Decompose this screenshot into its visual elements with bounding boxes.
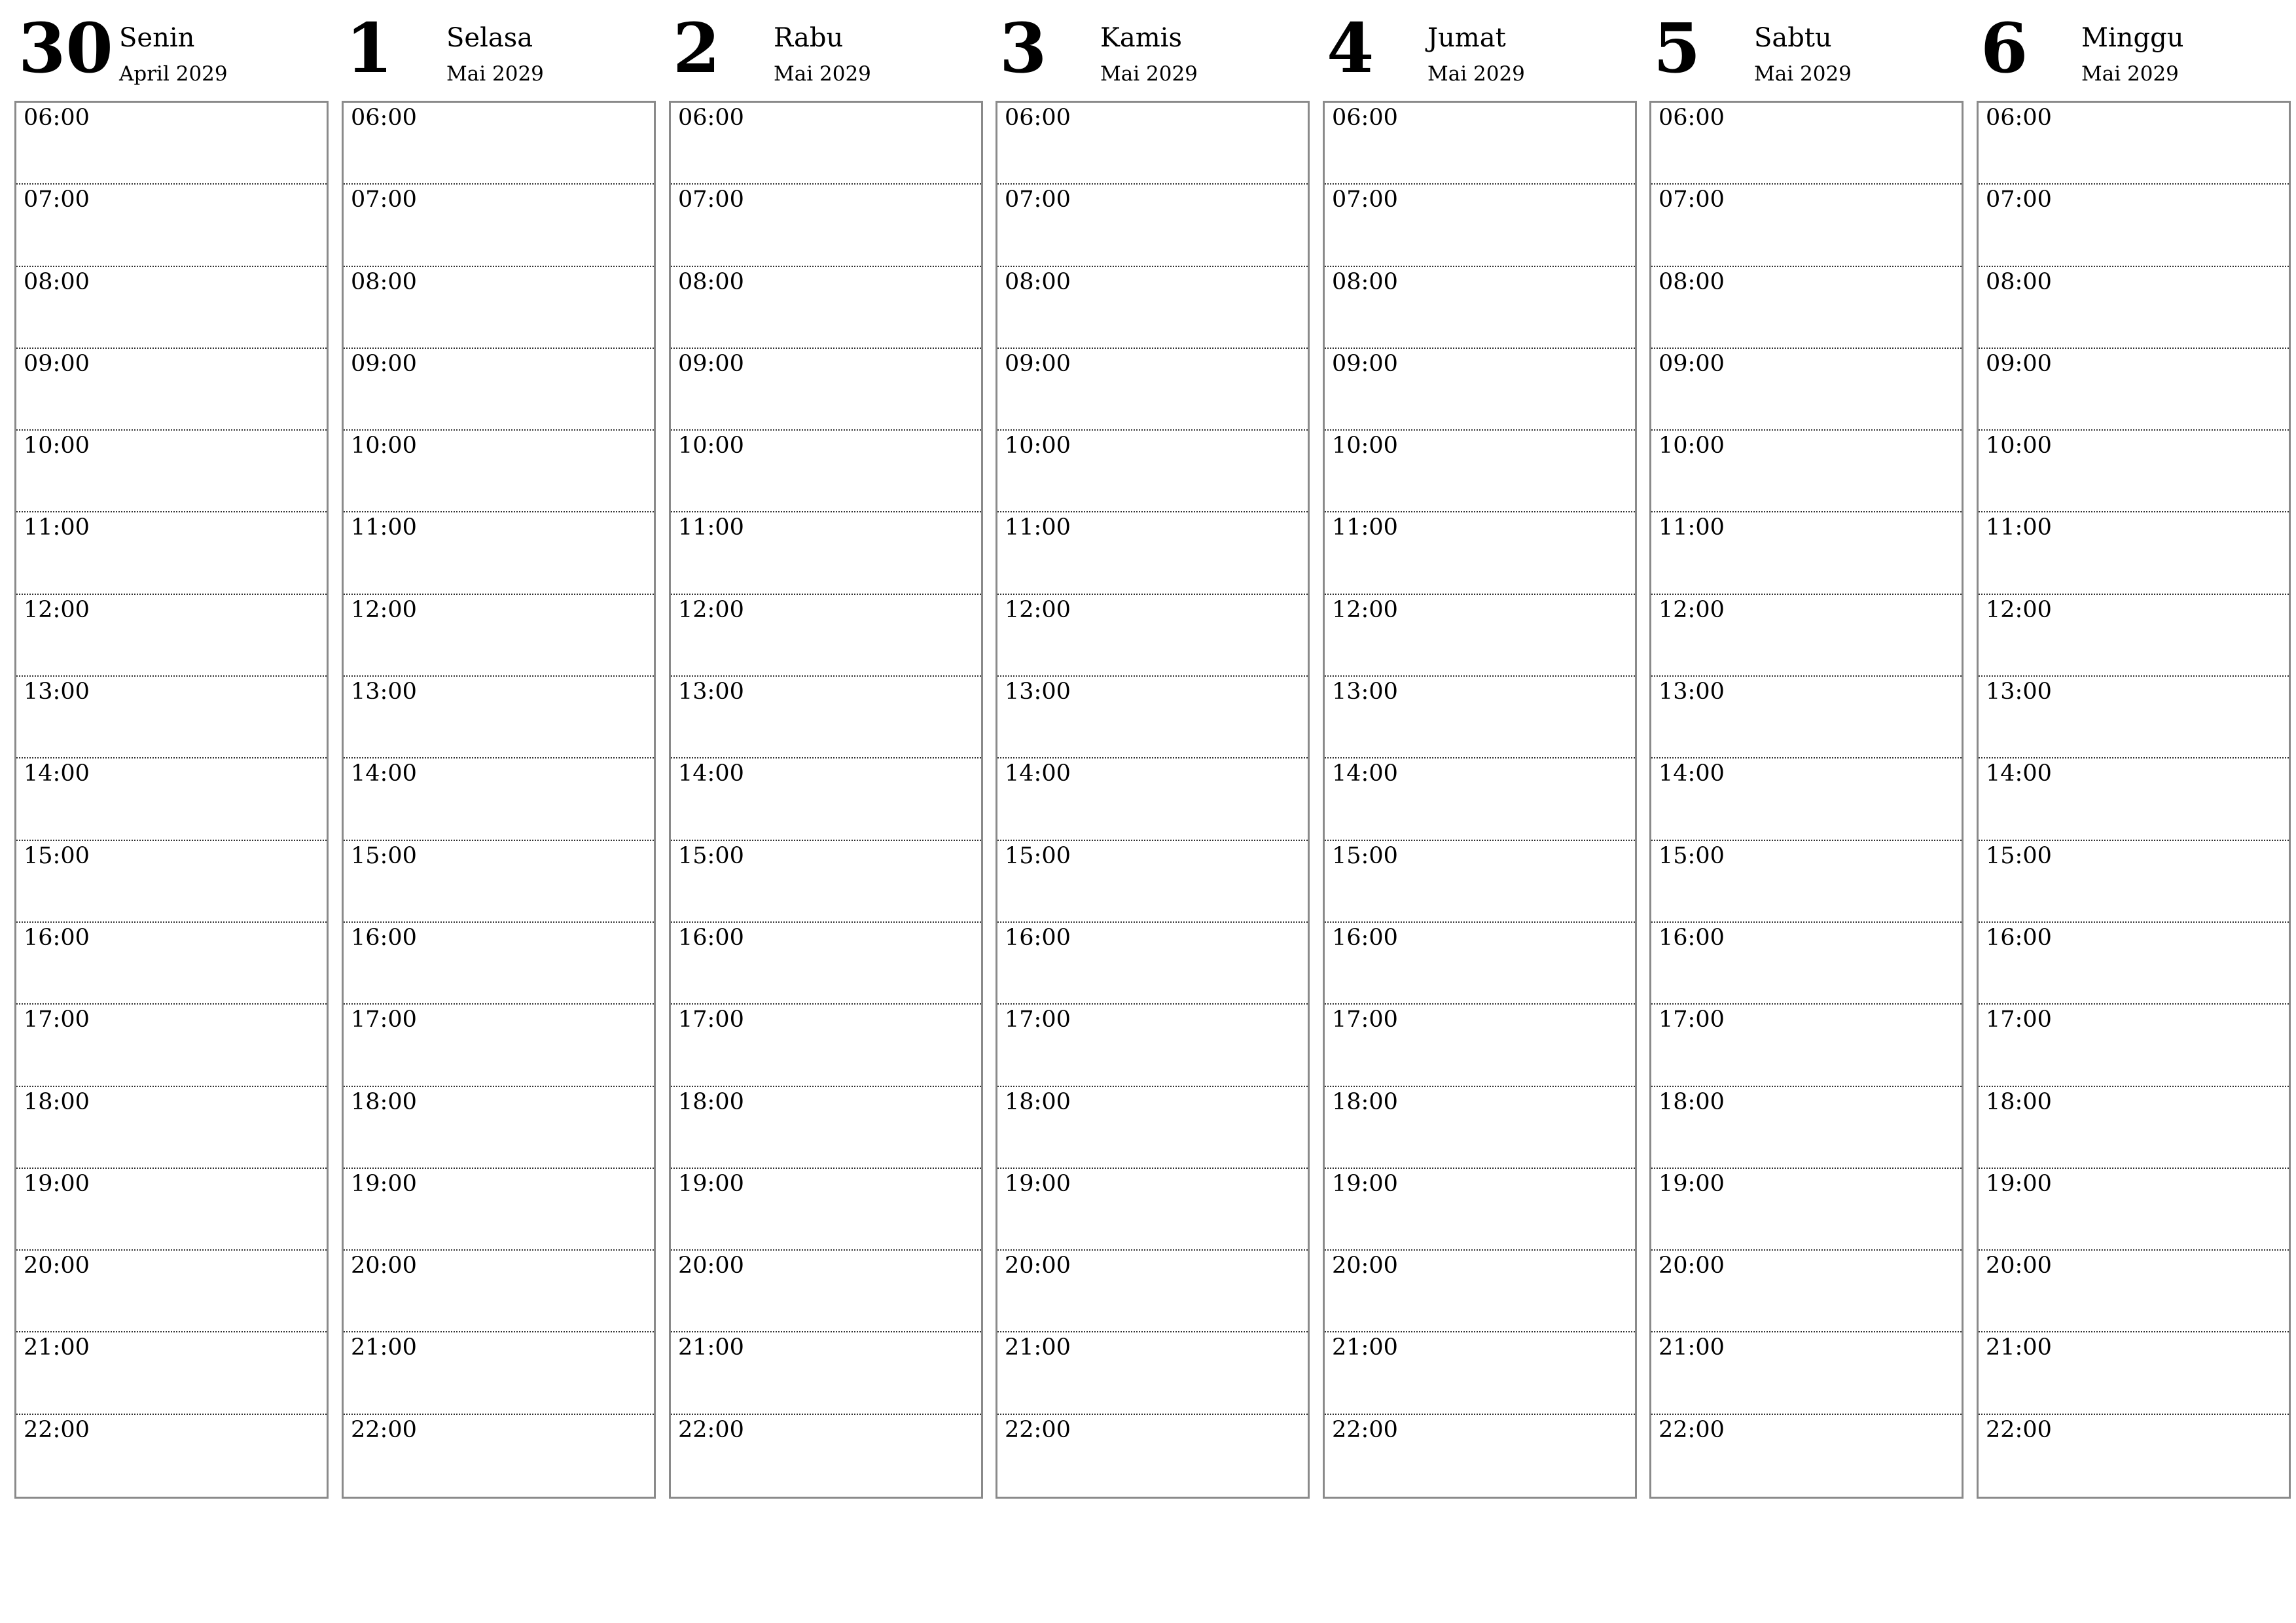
time-label: 08:00 — [24, 268, 90, 295]
time-slot[interactable] — [16, 1169, 327, 1251]
time-label: 06:00 — [24, 105, 90, 131]
time-slot[interactable] — [344, 512, 654, 594]
time-label: 07:00 — [351, 187, 417, 213]
day-number: 3 — [999, 8, 1047, 88]
time-slot[interactable] — [997, 512, 1308, 594]
time-slot[interactable] — [16, 185, 327, 266]
time-label: 19:00 — [1332, 1170, 1398, 1197]
time-slot[interactable] — [16, 103, 327, 185]
time-label: 17:00 — [678, 1007, 744, 1033]
time-label: 12:00 — [678, 596, 744, 623]
time-slot[interactable] — [671, 1169, 981, 1251]
day-header — [14, 0, 327, 98]
day-number: 30 — [18, 8, 113, 88]
time-label: 11:00 — [1332, 514, 1398, 541]
time-label: 22:00 — [1005, 1416, 1071, 1443]
time-label: 12:00 — [1986, 596, 2052, 623]
time-label: 20:00 — [24, 1253, 90, 1279]
time-label: 10:00 — [1332, 433, 1398, 459]
time-label: 10:00 — [1659, 433, 1725, 459]
time-slot[interactable] — [16, 923, 327, 1005]
day-name: Senin — [119, 23, 195, 53]
time-slot[interactable] — [1651, 103, 1962, 185]
time-slot[interactable] — [1979, 923, 2289, 1005]
time-slots-box — [996, 101, 1310, 1499]
time-label: 14:00 — [1986, 760, 2052, 787]
time-slot[interactable] — [1325, 267, 1635, 349]
time-slot[interactable] — [1979, 349, 2289, 431]
time-label: 17:00 — [1332, 1007, 1398, 1033]
time-slot[interactable] — [1651, 431, 1962, 512]
time-label: 20:00 — [351, 1253, 417, 1279]
time-slot[interactable] — [671, 349, 981, 431]
time-slot[interactable] — [1979, 1251, 2289, 1332]
month-year: Mai 2029 — [1754, 62, 1852, 86]
time-label: 11:00 — [1005, 514, 1071, 541]
time-slot[interactable] — [671, 1005, 981, 1086]
time-label: 20:00 — [678, 1253, 744, 1279]
time-label: 15:00 — [1659, 842, 1725, 869]
time-slot[interactable] — [16, 1415, 327, 1497]
time-slot[interactable] — [671, 512, 981, 594]
time-label: 09:00 — [1659, 350, 1725, 377]
time-slot[interactable] — [16, 349, 327, 431]
time-slot[interactable] — [1979, 1005, 2289, 1086]
day-header — [1649, 0, 1962, 98]
time-slot[interactable] — [671, 185, 981, 266]
time-slot[interactable] — [671, 267, 981, 349]
time-slot[interactable] — [344, 758, 654, 840]
time-label: 06:00 — [1332, 105, 1398, 131]
time-slot[interactable] — [16, 595, 327, 677]
time-label: 10:00 — [1986, 433, 2052, 459]
time-label: 19:00 — [24, 1170, 90, 1197]
time-slot[interactable] — [344, 841, 654, 923]
time-label: 07:00 — [678, 187, 744, 213]
time-slot[interactable] — [997, 431, 1308, 512]
time-slot[interactable] — [1651, 758, 1962, 840]
time-slot[interactable] — [344, 1169, 654, 1251]
time-slot[interactable] — [1979, 185, 2289, 266]
time-slot[interactable] — [1651, 841, 1962, 923]
time-label: 09:00 — [351, 350, 417, 377]
time-slot[interactable] — [1325, 1251, 1635, 1332]
time-slot[interactable] — [1325, 1169, 1635, 1251]
time-label: 16:00 — [351, 924, 417, 951]
time-slot[interactable] — [1325, 841, 1635, 923]
time-slot[interactable] — [997, 595, 1308, 677]
day-column — [1649, 0, 1962, 1443]
time-slot[interactable] — [1651, 1415, 1962, 1497]
time-label: 11:00 — [24, 514, 90, 541]
time-label: 14:00 — [1005, 760, 1071, 787]
time-label: 20:00 — [1986, 1253, 2052, 1279]
time-slot[interactable] — [1325, 349, 1635, 431]
time-label: 06:00 — [351, 105, 417, 131]
time-label: 08:00 — [1659, 268, 1725, 295]
time-slot[interactable] — [1325, 185, 1635, 266]
time-label: 13:00 — [678, 679, 744, 705]
month-year: Mai 2029 — [1100, 62, 1198, 86]
time-slot[interactable] — [1651, 1251, 1962, 1332]
time-slot[interactable] — [671, 841, 981, 923]
time-label: 07:00 — [1005, 187, 1071, 213]
time-label: 22:00 — [24, 1416, 90, 1443]
day-number: 2 — [673, 8, 721, 88]
time-label: 13:00 — [1986, 679, 2052, 705]
day-column — [1323, 0, 1636, 1443]
time-label: 07:00 — [1659, 187, 1725, 213]
day-column — [669, 0, 982, 1443]
time-slot[interactable] — [671, 1251, 981, 1332]
time-slot[interactable] — [16, 677, 327, 758]
time-slots-box — [1649, 101, 1964, 1499]
time-slot[interactable] — [997, 185, 1308, 266]
time-slot[interactable] — [997, 349, 1308, 431]
time-label: 12:00 — [1332, 596, 1398, 623]
time-label: 08:00 — [351, 268, 417, 295]
time-label: 18:00 — [1659, 1088, 1725, 1115]
time-label: 10:00 — [351, 433, 417, 459]
time-slot[interactable] — [16, 758, 327, 840]
day-name: Rabu — [774, 23, 844, 53]
time-label: 15:00 — [1332, 842, 1398, 869]
time-label: 19:00 — [1005, 1170, 1071, 1197]
time-label: 14:00 — [1332, 760, 1398, 787]
time-label: 13:00 — [24, 679, 90, 705]
time-label: 14:00 — [678, 760, 744, 787]
time-slot[interactable] — [1325, 758, 1635, 840]
time-slot[interactable] — [997, 841, 1308, 923]
time-slot[interactable] — [1325, 677, 1635, 758]
month-year: Mai 2029 — [2081, 62, 2179, 86]
time-label: 06:00 — [678, 105, 744, 131]
time-label: 13:00 — [1332, 679, 1398, 705]
day-number: 5 — [1653, 8, 1701, 88]
day-name: Jumat — [1427, 23, 1506, 53]
time-slot[interactable] — [671, 431, 981, 512]
day-column — [342, 0, 655, 1443]
time-label: 11:00 — [351, 514, 417, 541]
time-label: 15:00 — [1005, 842, 1071, 869]
time-slot[interactable] — [344, 677, 654, 758]
time-label: 21:00 — [1986, 1334, 2052, 1361]
time-label: 12:00 — [1659, 596, 1725, 623]
time-slot[interactable] — [344, 1415, 654, 1497]
time-label: 17:00 — [351, 1007, 417, 1033]
time-label: 22:00 — [1659, 1416, 1725, 1443]
time-slot[interactable] — [16, 267, 327, 349]
time-slot[interactable] — [997, 1087, 1308, 1169]
day-number: 6 — [1981, 8, 2028, 88]
time-label: 12:00 — [351, 596, 417, 623]
time-slots-box — [1977, 101, 2291, 1499]
time-slot[interactable] — [16, 512, 327, 594]
time-slot[interactable] — [1979, 758, 2289, 840]
time-label: 17:00 — [1659, 1007, 1725, 1033]
time-label: 14:00 — [24, 760, 90, 787]
time-slot[interactable] — [671, 758, 981, 840]
time-slot[interactable] — [1651, 595, 1962, 677]
time-label: 06:00 — [1005, 105, 1071, 131]
time-label: 08:00 — [1332, 268, 1398, 295]
time-slot[interactable] — [1979, 267, 2289, 349]
time-label: 07:00 — [1332, 187, 1398, 213]
time-label: 22:00 — [678, 1416, 744, 1443]
day-number: 1 — [346, 8, 393, 88]
time-label: 13:00 — [1659, 679, 1725, 705]
time-label: 10:00 — [1005, 433, 1071, 459]
time-slot[interactable] — [16, 841, 327, 923]
time-slot[interactable] — [997, 267, 1308, 349]
time-label: 22:00 — [1986, 1416, 2052, 1443]
time-slot[interactable] — [1651, 349, 1962, 431]
day-header — [1323, 0, 1636, 98]
time-label: 19:00 — [678, 1170, 744, 1197]
time-label: 20:00 — [1659, 1253, 1725, 1279]
time-label: 08:00 — [678, 268, 744, 295]
time-slot[interactable] — [1325, 512, 1635, 594]
time-slot[interactable] — [1979, 1332, 2289, 1414]
time-slot[interactable] — [1979, 512, 2289, 594]
day-header — [669, 0, 982, 98]
time-slot[interactable] — [671, 103, 981, 185]
time-label: 12:00 — [24, 596, 90, 623]
time-label: 20:00 — [1005, 1253, 1071, 1279]
time-label: 10:00 — [24, 433, 90, 459]
time-slot[interactable] — [344, 103, 654, 185]
time-slot[interactable] — [16, 1005, 327, 1086]
time-label: 17:00 — [24, 1007, 90, 1033]
time-label: 18:00 — [1005, 1088, 1071, 1115]
time-slot[interactable] — [997, 1005, 1308, 1086]
time-label: 14:00 — [1659, 760, 1725, 787]
day-name: Selasa — [446, 23, 533, 53]
time-slot[interactable] — [1325, 1005, 1635, 1086]
time-slot[interactable] — [671, 1087, 981, 1169]
day-header — [1977, 0, 2289, 98]
time-label: 11:00 — [1986, 514, 2052, 541]
time-slot[interactable] — [16, 431, 327, 512]
time-slot[interactable] — [16, 1087, 327, 1169]
day-column — [996, 0, 1308, 1443]
time-label: 19:00 — [1659, 1170, 1725, 1197]
time-slots-box — [1323, 101, 1637, 1499]
time-label: 21:00 — [678, 1334, 744, 1361]
time-slot[interactable] — [1979, 1169, 2289, 1251]
time-slots-box — [669, 101, 983, 1499]
time-label: 09:00 — [24, 350, 90, 377]
time-slot[interactable] — [1325, 923, 1635, 1005]
time-slot[interactable] — [1651, 1169, 1962, 1251]
time-slot[interactable] — [344, 431, 654, 512]
time-slot[interactable] — [344, 1332, 654, 1414]
time-label: 16:00 — [24, 924, 90, 951]
time-label: 06:00 — [1659, 105, 1725, 131]
time-label: 07:00 — [24, 187, 90, 213]
time-slot[interactable] — [1651, 923, 1962, 1005]
time-label: 15:00 — [351, 842, 417, 869]
time-slot[interactable] — [1651, 267, 1962, 349]
time-label: 09:00 — [678, 350, 744, 377]
time-label: 17:00 — [1986, 1007, 2052, 1033]
day-header — [996, 0, 1308, 98]
time-label: 10:00 — [678, 433, 744, 459]
time-slot[interactable] — [1979, 1087, 2289, 1169]
time-slot[interactable] — [997, 677, 1308, 758]
time-label: 21:00 — [1005, 1334, 1071, 1361]
time-slot[interactable] — [344, 1087, 654, 1169]
time-slot[interactable] — [1651, 185, 1962, 266]
time-label: 11:00 — [1659, 514, 1725, 541]
time-slot[interactable] — [1325, 595, 1635, 677]
day-name: Minggu — [2081, 23, 2184, 53]
time-slot[interactable] — [344, 1005, 654, 1086]
time-label: 16:00 — [1332, 924, 1398, 951]
time-slot[interactable] — [997, 1169, 1308, 1251]
time-label: 15:00 — [678, 842, 744, 869]
time-slot[interactable] — [1979, 595, 2289, 677]
month-year: April 2029 — [119, 62, 228, 86]
time-label: 06:00 — [1986, 105, 2052, 131]
time-label: 22:00 — [351, 1416, 417, 1443]
time-label: 07:00 — [1986, 187, 2052, 213]
time-label: 16:00 — [1005, 924, 1071, 951]
day-name: Kamis — [1100, 23, 1182, 53]
time-label: 09:00 — [1005, 350, 1071, 377]
time-slot[interactable] — [671, 923, 981, 1005]
time-label: 16:00 — [1986, 924, 2052, 951]
time-slot[interactable] — [344, 1251, 654, 1332]
time-slot[interactable] — [344, 923, 654, 1005]
time-label: 20:00 — [1332, 1253, 1398, 1279]
time-label: 15:00 — [1986, 842, 2052, 869]
time-slots-box — [342, 101, 656, 1499]
month-year: Mai 2029 — [1427, 62, 1525, 86]
time-slot[interactable] — [997, 103, 1308, 185]
time-slot[interactable] — [1651, 1332, 1962, 1414]
time-slot[interactable] — [671, 1332, 981, 1414]
time-label: 19:00 — [1986, 1170, 2052, 1197]
day-column — [1977, 0, 2289, 1443]
time-label: 21:00 — [351, 1334, 417, 1361]
time-label: 21:00 — [24, 1334, 90, 1361]
time-label: 12:00 — [1005, 596, 1071, 623]
time-label: 18:00 — [351, 1088, 417, 1115]
time-label: 18:00 — [1986, 1088, 2052, 1115]
time-slot[interactable] — [1651, 1005, 1962, 1086]
time-label: 09:00 — [1986, 350, 2052, 377]
time-label: 21:00 — [1332, 1334, 1398, 1361]
time-slot[interactable] — [1325, 1332, 1635, 1414]
time-slot[interactable] — [997, 758, 1308, 840]
time-slot[interactable] — [1651, 1087, 1962, 1169]
time-label: 14:00 — [351, 760, 417, 787]
time-label: 16:00 — [1659, 924, 1725, 951]
time-label: 17:00 — [1005, 1007, 1071, 1033]
time-label: 18:00 — [678, 1088, 744, 1115]
time-slot[interactable] — [1979, 431, 2289, 512]
time-slot[interactable] — [16, 1332, 327, 1414]
time-label: 13:00 — [351, 679, 417, 705]
time-label: 16:00 — [678, 924, 744, 951]
time-slot[interactable] — [344, 349, 654, 431]
time-label: 09:00 — [1332, 350, 1398, 377]
time-slot[interactable] — [344, 267, 654, 349]
time-slot[interactable] — [671, 1415, 981, 1497]
day-name: Sabtu — [1754, 23, 1832, 53]
time-slot[interactable] — [671, 595, 981, 677]
time-slot[interactable] — [1979, 841, 2289, 923]
time-slot[interactable] — [997, 923, 1308, 1005]
time-slot[interactable] — [1651, 512, 1962, 594]
time-slot[interactable] — [1325, 103, 1635, 185]
day-number: 4 — [1327, 8, 1374, 88]
month-year: Mai 2029 — [446, 62, 544, 86]
time-slot[interactable] — [997, 1251, 1308, 1332]
time-label: 08:00 — [1005, 268, 1071, 295]
time-slot[interactable] — [997, 1332, 1308, 1414]
time-slot[interactable] — [1325, 1415, 1635, 1497]
time-slot[interactable] — [344, 185, 654, 266]
time-slot[interactable] — [1979, 677, 2289, 758]
time-label: 18:00 — [1332, 1088, 1398, 1115]
time-slot[interactable] — [1979, 103, 2289, 185]
time-label: 11:00 — [678, 514, 744, 541]
time-label: 08:00 — [1986, 268, 2052, 295]
time-label: 22:00 — [1332, 1416, 1398, 1443]
time-slot[interactable] — [671, 677, 981, 758]
time-slot[interactable] — [1325, 1087, 1635, 1169]
time-slot[interactable] — [1651, 677, 1962, 758]
time-slot[interactable] — [1325, 431, 1635, 512]
time-label: 13:00 — [1005, 679, 1071, 705]
month-year: Mai 2029 — [774, 62, 871, 86]
day-column — [14, 0, 327, 1443]
time-slot[interactable] — [997, 1415, 1308, 1497]
time-slots-box — [14, 101, 329, 1499]
time-label: 18:00 — [24, 1088, 90, 1115]
time-slot[interactable] — [16, 1251, 327, 1332]
time-label: 19:00 — [351, 1170, 417, 1197]
time-slot[interactable] — [1979, 1415, 2289, 1497]
day-header — [342, 0, 655, 98]
time-label: 21:00 — [1659, 1334, 1725, 1361]
time-label: 15:00 — [24, 842, 90, 869]
time-slot[interactable] — [344, 595, 654, 677]
